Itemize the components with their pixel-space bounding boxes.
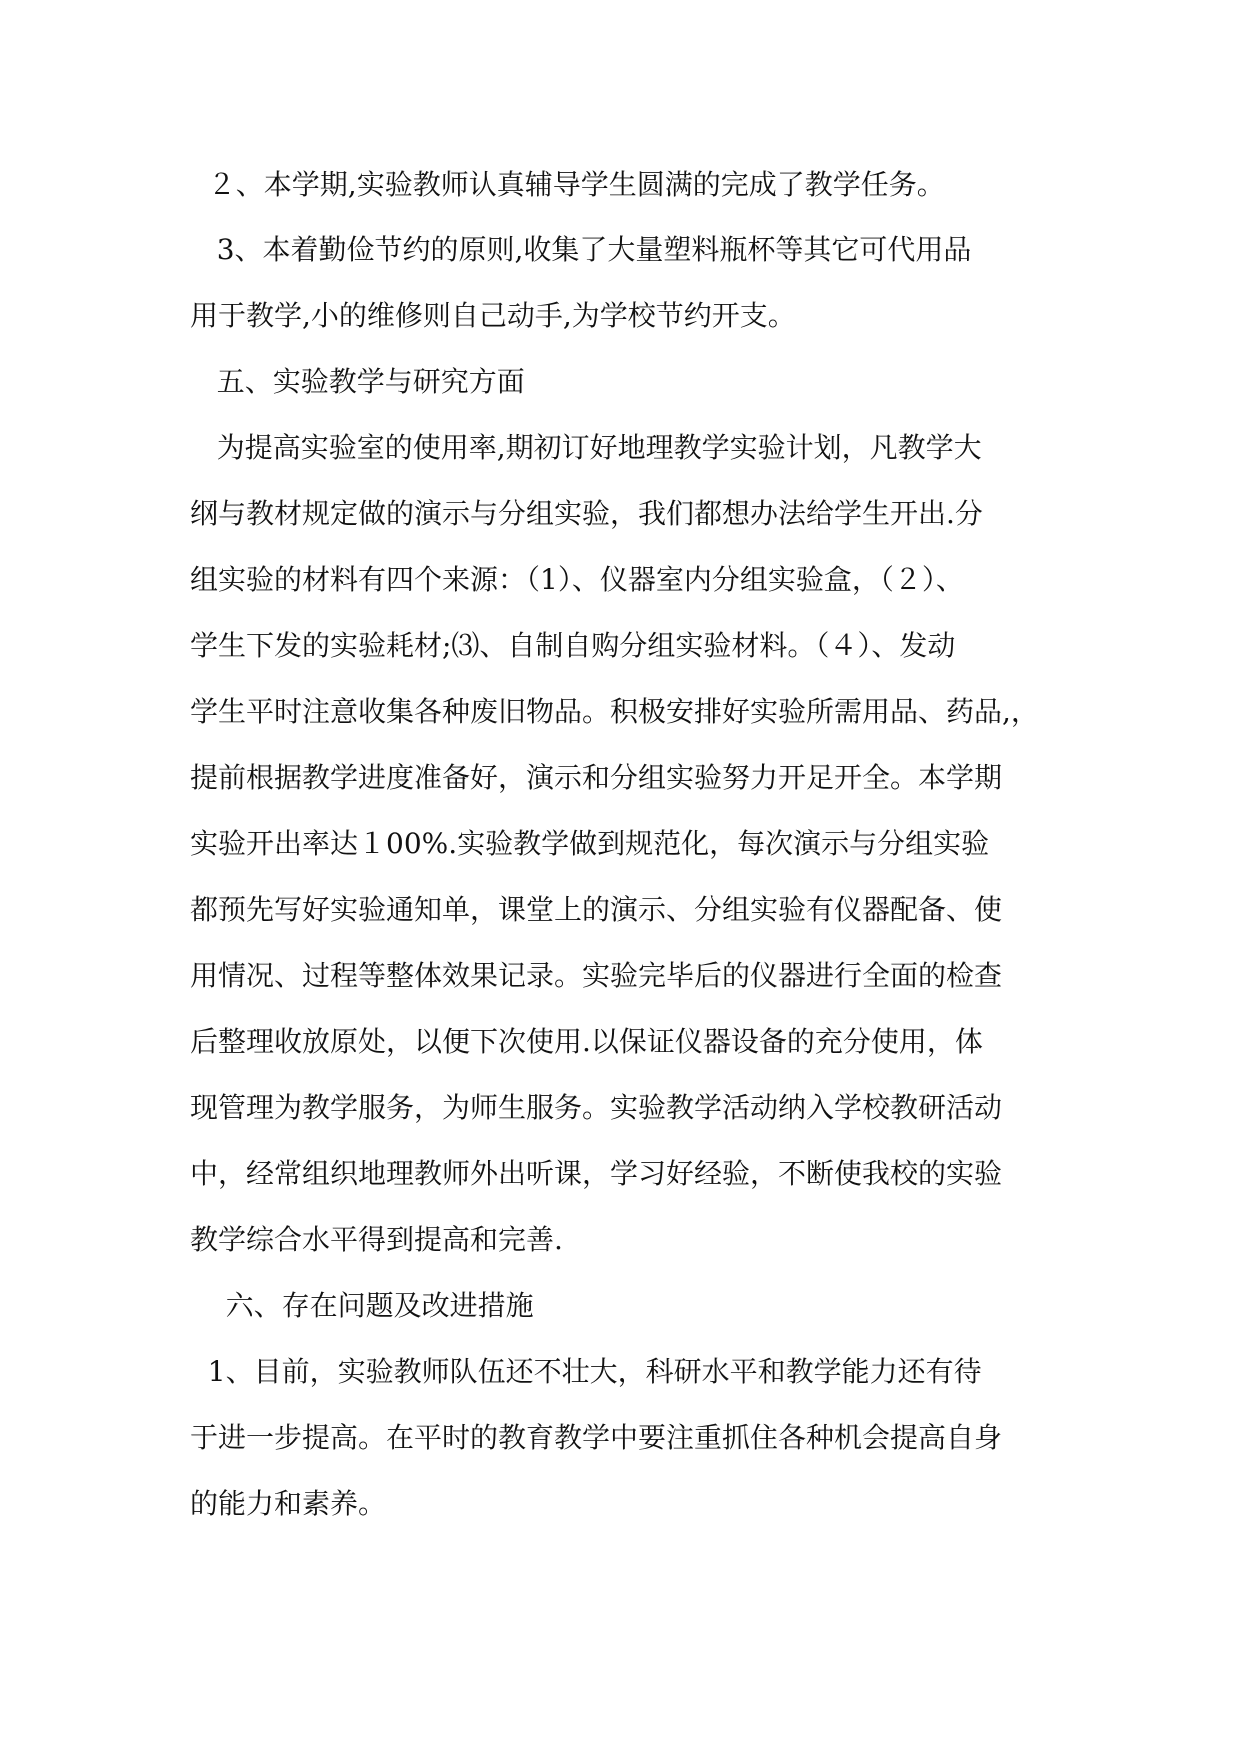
paragraph-line: 实验开出率达１00%.实验教学做到规范化，每次演示与分组实验 bbox=[190, 827, 990, 860]
text-line-item-1-cont: 的能力和素养。 bbox=[190, 1487, 387, 1520]
paragraph-line: 中，经常组织地理教师外出听课，学习好经验，不断使我校的实验 bbox=[190, 1157, 1003, 1190]
paragraph-line: 学生下发的实验耗材;⑶、自制自购分组实验材料。（４）、发动 bbox=[190, 629, 956, 662]
paragraph-line: 教学综合水平得到提高和完善. bbox=[190, 1223, 563, 1256]
paragraph-line: 现管理为教学服务，为师生服务。实验教学活动纳入学校教研活动 bbox=[190, 1091, 1003, 1124]
paragraph-line: 后整理收放原处，以便下次使用.以保证仪器设备的充分使用，体 bbox=[190, 1025, 983, 1058]
section-heading-5: 五、实验教学与研究方面 bbox=[190, 365, 525, 398]
paragraph-line: 都预先写好实验通知单，课堂上的演示、分组实验有仪器配备、使 bbox=[190, 893, 1003, 926]
paragraph-line: 为提高实验室的使用率,期初订好地理教学实验计划，凡教学大 bbox=[190, 431, 982, 464]
paragraph-line: 用情况、过程等整体效果记录。实验完毕后的仪器进行全面的检查 bbox=[190, 959, 1003, 992]
text-line-item-1-cont: 于进一步提高。在平时的教育教学中要注重抓住各种机会提高自身 bbox=[190, 1421, 1003, 1454]
paragraph-line: 组实验的材料有四个来源：（1）、仪器室内分组实验盒，（２）、 bbox=[190, 563, 964, 596]
text-line-item-1: 1、目前，实验教师队伍还不壮大，科研水平和教学能力还有待 bbox=[190, 1355, 982, 1388]
section-heading-6: 六、存在问题及改进措施 bbox=[190, 1289, 534, 1322]
text-line-item-3: 3、本着勤俭节约的原则,收集了大量塑料瓶杯等其它可代用品 bbox=[190, 233, 972, 266]
text-line-item-2: ２、本学期,实验教师认真辅导学生圆满的完成了教学任务。 bbox=[190, 168, 945, 201]
paragraph-line: 提前根据教学进度准备好，演示和分组实验努力开足开全。本学期 bbox=[190, 761, 1003, 794]
paragraph-line: 学生平时注意收集各种废旧物品。积极安排好实验所需用品、药品,， bbox=[190, 695, 1039, 728]
paragraph-line: 纲与教材规定做的演示与分组实验，我们都想办法给学生开出.分 bbox=[190, 497, 983, 530]
text-line-item-3-cont: 用于教学,小的维修则自己动手,为学校节约开支。 bbox=[190, 299, 796, 332]
